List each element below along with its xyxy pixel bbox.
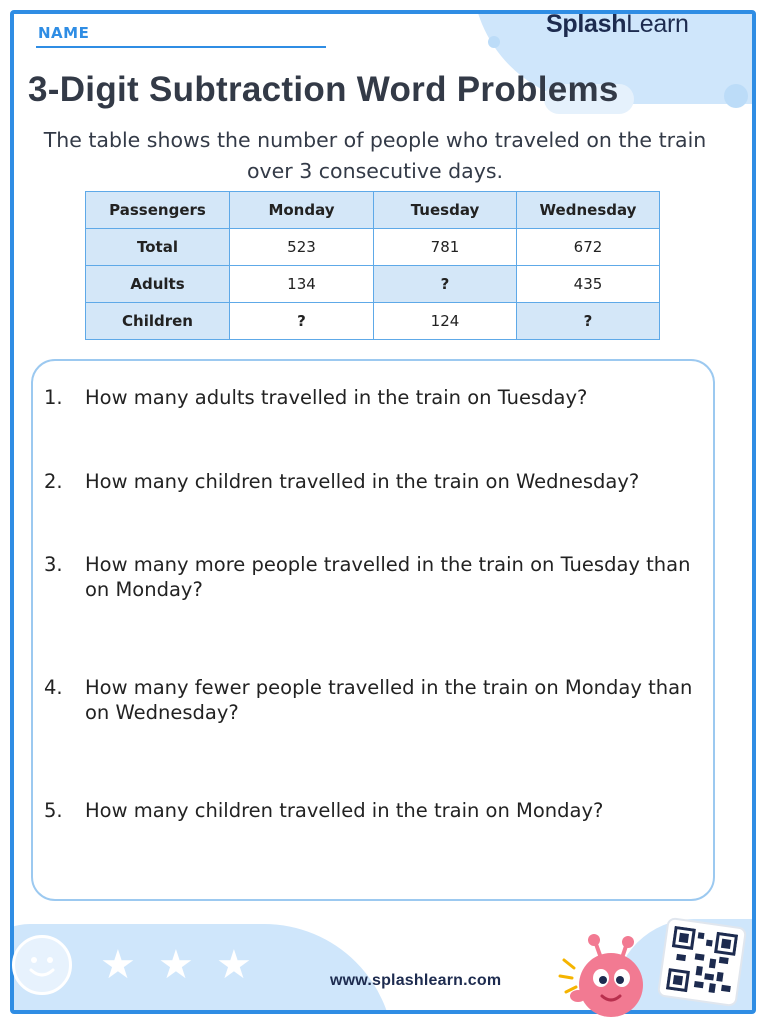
table-row (86, 303, 660, 340)
question-text: How many more people travelled in the train on Tuesday than on Monday? (85, 553, 691, 601)
table-row (86, 266, 660, 303)
table-cell: 781 (374, 229, 517, 266)
decorative-dot (488, 36, 500, 48)
missing-value-cell: ? (517, 303, 660, 340)
logo-splash: Splash (546, 10, 627, 38)
question-text: How many adults travelled in the train on Tuesday? (85, 386, 588, 409)
smiley-icon (12, 935, 72, 995)
table-cell: 134 (230, 266, 374, 303)
star-icon: ★ (100, 942, 136, 988)
table-header-row (86, 192, 660, 229)
splashlearn-logo (546, 10, 689, 39)
mascot-icon (556, 930, 656, 1020)
table-cell: 672 (517, 229, 660, 266)
question-number: 2. (44, 470, 63, 493)
intro-text: The table shows the number of people who traveled on the train over 3 consecutive days. (43, 128, 707, 183)
row-label-cell: Adults (86, 266, 230, 303)
question-item (44, 675, 704, 725)
missing-value-cell: ? (230, 303, 374, 340)
question-item (44, 469, 704, 494)
question-item (44, 385, 704, 410)
star-icon: ★ (158, 942, 194, 988)
table-cell: 523 (230, 229, 374, 266)
qr-code-icon[interactable] (657, 917, 747, 1007)
question-item (44, 798, 704, 823)
table-row (86, 229, 660, 266)
name-label: NAME (38, 24, 90, 42)
question-text: How many children travelled in the train on Wednesday? (85, 470, 640, 493)
table-header-cell: Tuesday (374, 192, 517, 229)
table-cell: 124 (374, 303, 517, 340)
row-label-cell: Children (86, 303, 230, 340)
name-field-line[interactable] (36, 46, 326, 48)
question-number: 4. (44, 676, 63, 699)
question-number: 5. (44, 799, 63, 822)
question-number: 1. (44, 386, 63, 409)
question-item (44, 552, 704, 602)
table-header-cell: Wednesday (517, 192, 660, 229)
passenger-table (85, 191, 660, 340)
table-header-cell: Passengers (86, 192, 230, 229)
table-cell: 435 (517, 266, 660, 303)
question-text: How many fewer people travelled in the train on Monday than on Wednesday? (85, 676, 693, 724)
page-title: 3-Digit Subtraction Word Problems (28, 70, 619, 109)
decorative-dot (724, 84, 748, 108)
row-label-cell: Total (86, 229, 230, 266)
footer-url[interactable]: www.splashlearn.com (330, 972, 502, 989)
question-number: 3. (44, 553, 63, 576)
question-text: How many children travelled in the train on Monday? (85, 799, 604, 822)
logo-learn: Learn (626, 10, 689, 38)
table-header-cell: Monday (230, 192, 374, 229)
missing-value-cell: ? (374, 266, 517, 303)
star-icon: ★ (216, 942, 252, 988)
